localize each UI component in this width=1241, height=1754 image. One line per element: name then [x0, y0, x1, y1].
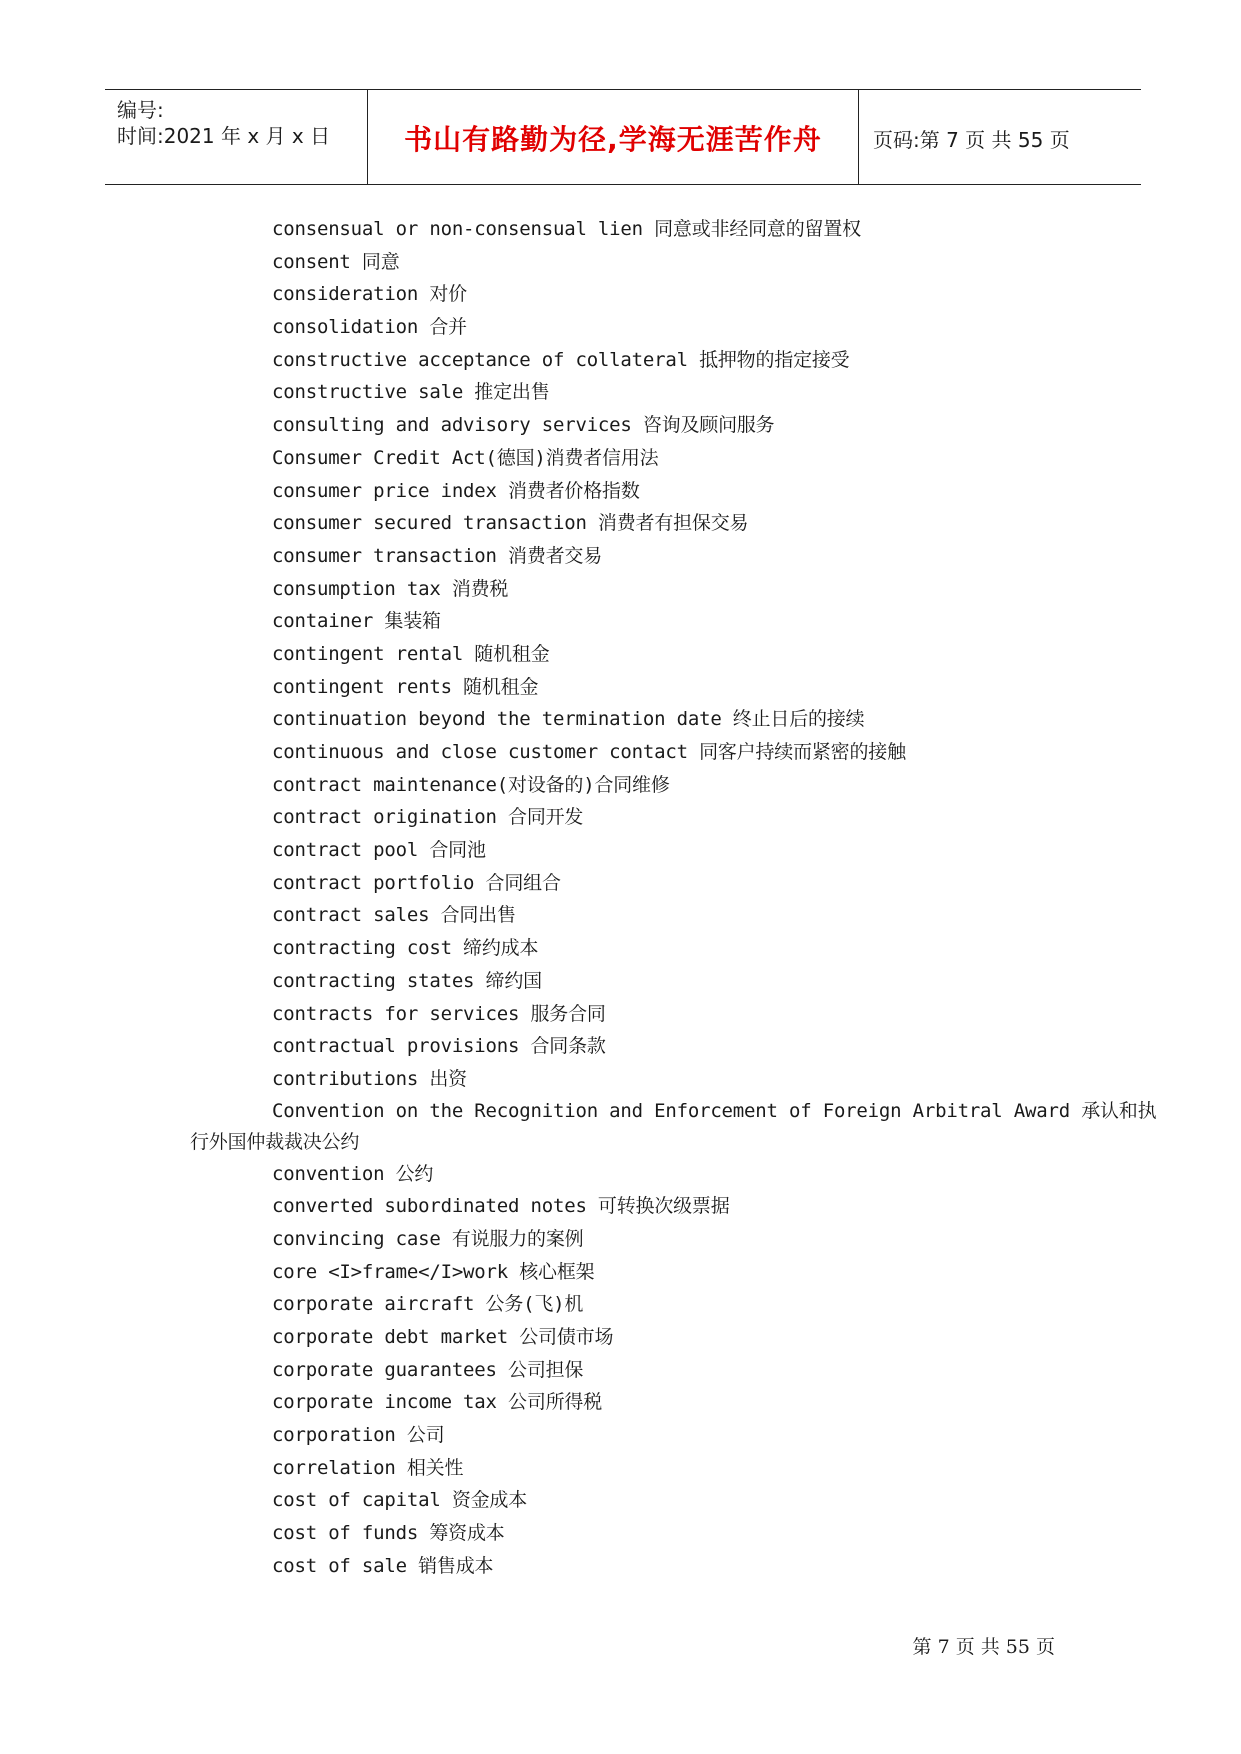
header-motto-cell	[367, 90, 859, 184]
glossary-entry: contract origination 合同开发	[272, 806, 584, 829]
header-meta-cell	[105, 90, 367, 184]
glossary-entry: contractual provisions 合同条款	[272, 1035, 606, 1058]
time-label: 时间:2021 年 x 月 x 日	[117, 124, 331, 148]
motto: 书山有路勤为径,学海无涯苦作舟	[404, 123, 822, 156]
glossary-entry: constructive acceptance of collateral 抵押物的指定接受	[272, 348, 850, 371]
glossary-entry: contracting cost 缔约成本	[272, 937, 539, 960]
page-code: 页码:第 7 页 共 55 页	[873, 128, 1070, 152]
header-page-cell	[859, 90, 1141, 184]
wrapped-line-1: Convention on the Recognition and Enforcement of Foreign Arbitral Award 承认和执	[272, 1099, 1157, 1122]
glossary-entry: consumer transaction 消费者交易	[272, 544, 603, 567]
glossary-entry: consolidation 合并	[272, 316, 467, 339]
glossary-entry: consumer price index 消费者价格指数	[272, 479, 640, 502]
glossary-entry: Consumer Credit Act(德国)消费者信用法	[272, 446, 659, 469]
glossary-entry: constructive sale 推定出售	[272, 381, 550, 404]
glossary-list	[190, 213, 1157, 1583]
number-label: 编号:	[117, 98, 164, 122]
glossary-entry: contracts for services 服务合同	[272, 1002, 606, 1025]
glossary-entry: cost of capital 资金成本	[272, 1489, 528, 1512]
glossary-entry: contracting states 缔约国	[272, 969, 542, 992]
glossary-entry: consent 同意	[272, 250, 400, 273]
wrapped-line-2: 行外国仲裁裁决公约	[190, 1130, 360, 1153]
glossary-entry: cost of sale 销售成本	[272, 1554, 494, 1577]
glossary-entry-wrapped	[190, 1096, 1157, 1158]
glossary-entry: corporate debt market 公司债市场	[272, 1326, 614, 1348]
page-footer: 第 7 页 共 55 页	[912, 1636, 1055, 1658]
glossary-entry: consensual or non-consensual lien 同意或非经同意的留置权	[272, 218, 861, 240]
glossary-entry: corporate income tax 公司所得税	[272, 1391, 603, 1414]
glossary-entry: container 集装箱	[272, 610, 441, 633]
glossary-entry: convincing case 有说服力的案例	[272, 1227, 584, 1250]
glossary-entry: consumption tax 消费税	[272, 577, 509, 600]
glossary-entry: continuous and close customer contact 同客户持续而紧密的接触	[272, 741, 906, 763]
glossary-entry: continuation beyond the termination date 终止日后的接续	[272, 708, 865, 731]
glossary-entry: cost of funds 筹资成本	[272, 1522, 505, 1545]
glossary-entry: consideration 对价	[272, 283, 467, 306]
glossary-entry: correlation 相关性	[272, 1456, 464, 1479]
glossary-entry: corporate aircraft 公务(飞)机	[272, 1293, 584, 1316]
glossary-entry: contract pool 合同池	[272, 839, 486, 862]
glossary-entry: corporation 公司	[272, 1424, 445, 1447]
glossary-entry: contingent rents 随机租金	[272, 675, 539, 698]
glossary-entry: contract maintenance(对设备的)合同维修	[272, 773, 670, 796]
glossary-entry: contributions 出资	[272, 1067, 467, 1090]
glossary-entry: contract sales 合同出售	[272, 904, 516, 927]
glossary-entry: corporate guarantees 公司担保	[272, 1358, 584, 1381]
glossary-entry: consulting and advisory services 咨询及顾问服务	[272, 414, 775, 437]
glossary-entry: converted subordinated notes 可转换次级票据	[272, 1195, 730, 1218]
page-header	[105, 89, 1141, 185]
glossary-entry: consumer secured transaction 消费者有担保交易	[272, 512, 749, 535]
glossary-entry: contract portfolio 合同组合	[272, 871, 561, 894]
glossary-entry: contingent rental 随机租金	[272, 642, 550, 665]
glossary-entry: convention 公约	[272, 1162, 434, 1185]
glossary-entry: core <I>frame</I>work 核心框架	[272, 1260, 595, 1283]
